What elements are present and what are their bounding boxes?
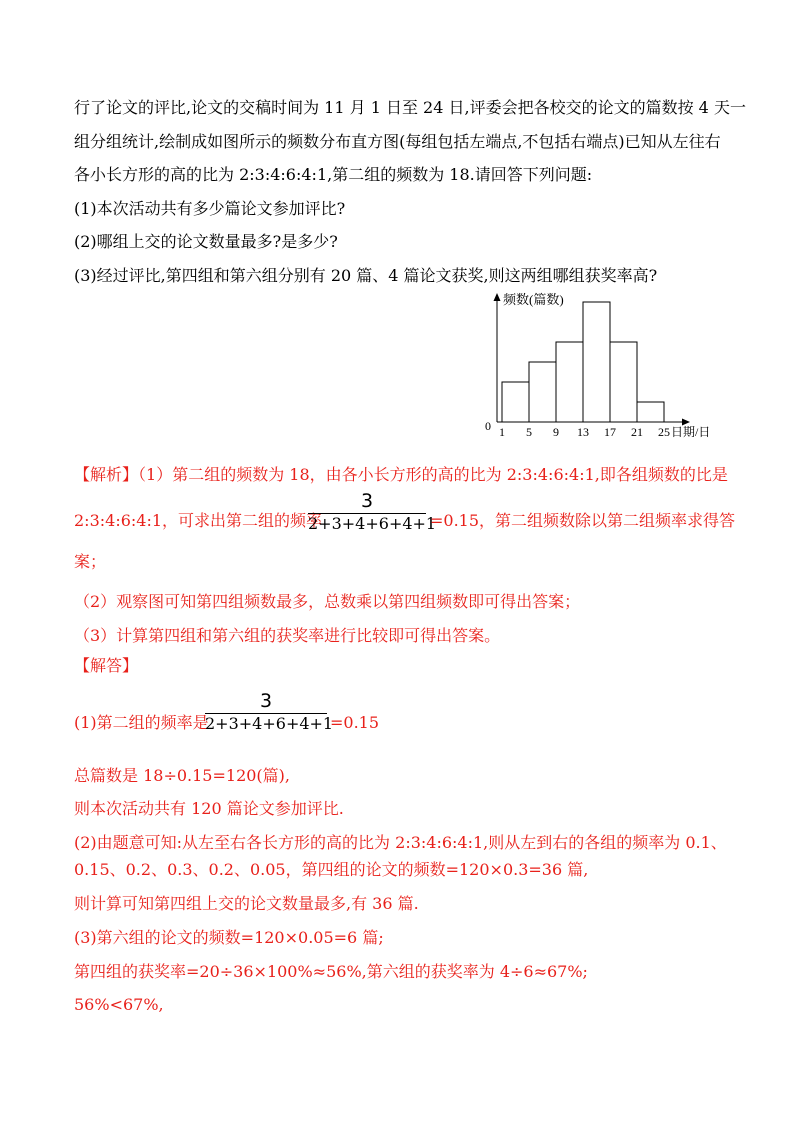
answer-line-8: 第四组的获奖率=20÷36×100%≈56%,第六组的获奖率为 4÷6≈67%; [74, 962, 588, 981]
x-tick-label: 13 [577, 425, 589, 439]
answer-line-2: 总篇数是 18÷0.15=120(篇), [74, 766, 290, 785]
y-axis-label: 频数(篇数) [503, 292, 564, 307]
answer-line-4: (2)由题意可知:从左至右各长方形的高的比为 2:3:4:6:4:1,则从左到右的各组的频率为 0.1、 [74, 833, 727, 852]
analysis-fraction [308, 490, 437, 533]
answer-line-6: 则计算可知第四组上交的论文数量最多,有 36 篇. [74, 894, 419, 913]
frequency-histogram [478, 290, 728, 440]
analysis-line-1 [74, 465, 728, 485]
x-tick-label: 1 [499, 425, 505, 439]
histogram-bar-2 [529, 362, 556, 422]
analysis-line-2b: =0.15，第二组频数除以第二组频率求得答 [430, 511, 736, 530]
analysis-line-2a: 2:3:4:6:4:1，可求出第二组的频率 [74, 511, 323, 530]
question-2: (2)哪组上交的论文数量最多?是多少? [74, 232, 338, 251]
question-1: (1)本次活动共有多少篇论文参加评比? [74, 199, 346, 218]
answer-line-5: 0.15、0.2、0.3、0.2、0.05，第四组的论文的频数=120×0.3=36 篇, [74, 860, 589, 879]
x-tick-label: 25 [658, 425, 670, 439]
analysis-text-1: （1）第二组的频数为 18，由各小长方形的高的比为 2:3:4:6:4:1,即各组频数的比是 [138, 465, 728, 484]
origin-label: 0 [485, 419, 491, 433]
histogram-bar-5 [610, 342, 637, 422]
fraction-numerator: 3 [259, 690, 273, 712]
histogram-bar-3 [556, 342, 583, 422]
analysis-line-5: （3）计算第四组和第六组的获奖率进行比较即可得出答案。 [74, 626, 501, 645]
histogram-bar-4 [583, 302, 610, 422]
analysis-tag: 【解析】 [74, 465, 139, 484]
problem-line-2: 组分组统计,绘制成如图所示的频数分布直方图(每组包括左端点,不包括右端点)已知从左往右 [74, 132, 721, 151]
x-axis-label: 日期/日 [671, 425, 711, 439]
answer-fraction [205, 690, 334, 733]
x-tick-label: 9 [553, 425, 559, 439]
problem-line-1: 行了论文的评比,论文的交稿时间为 11 月 1 日至 24 日,评委会把各校交的论文的篇数按 4 天一 [74, 98, 746, 117]
histogram-bar-1 [502, 382, 529, 422]
fraction-numerator: 3 [360, 490, 374, 512]
answer-tag: 【解答】 [74, 656, 139, 675]
fraction-denominator: 2+3+4+6+4+1 [205, 714, 334, 733]
x-tick-label: 5 [526, 425, 532, 439]
question-3: (3)经过评比,第四组和第六组分别有 20 篇、4 篇论文获奖,则这两组哪组获奖率高? [74, 266, 658, 285]
y-axis-arrow [494, 293, 501, 301]
answer-line-9: 56%<67%, [74, 995, 164, 1014]
answer-line-1b: =0.15 [330, 713, 380, 732]
histogram-bar-6 [637, 402, 664, 422]
x-tick-label: 17 [604, 425, 616, 439]
x-tick-label: 21 [631, 425, 643, 439]
fraction-denominator: 2+3+4+6+4+1 [308, 514, 437, 533]
answer-line-3: 则本次活动共有 120 篇论文参加评比. [74, 799, 344, 818]
answer-line-7: (3)第六组的论文的频数=120×0.05=6 篇; [74, 928, 384, 947]
answer-line-1a: (1)第二组的频率是 [74, 713, 209, 732]
analysis-line-4: （2）观察图可知第四组频数最多，总数乘以第四组频数即可得出答案； [74, 592, 581, 611]
problem-line-3: 各小长方形的高的比为 2:3:4:6:4:1,第二组的频数为 18.请回答下列问题: [74, 165, 593, 184]
analysis-line-3: 案； [74, 552, 107, 571]
